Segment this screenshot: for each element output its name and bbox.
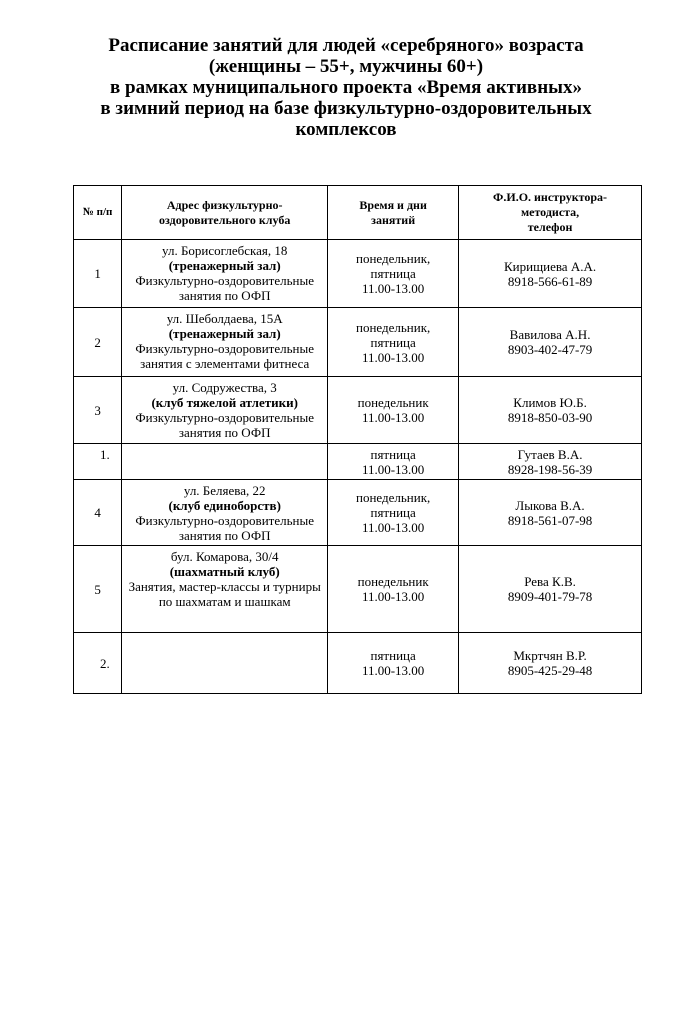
row-instructor: Гутаев В.А. 8928-198-56-39: [459, 444, 642, 480]
row-num: 1: [74, 240, 122, 308]
title-line: (женщины – 55+, мужчины 60+): [208, 56, 484, 77]
schedule-table: [73, 185, 642, 694]
row-instructor: Лыкова В.А. 8918-561-07-98: [459, 480, 642, 546]
row-instructor: Мкртчян В.Р. 8905-425-29-48: [459, 633, 642, 694]
row-address: [122, 633, 328, 694]
row-instructor: Климов Ю.Б. 8918-850-03-90: [459, 377, 642, 444]
row-address: ул. Борисоглебская, 18 (тренажерный зал) Физкультурно-оздоровительные занятия по ОФП: [122, 240, 328, 308]
row-schedule: понедельник, пятница 11.00-13.00: [328, 240, 459, 308]
header-address: Адрес физкультурно- оздоровительного клуба: [122, 186, 328, 240]
table-row: [74, 480, 642, 546]
title-line: комплексов: [295, 119, 397, 140]
row-schedule: понедельник 11.00-13.00: [328, 546, 459, 633]
row-instructor: Вавилова А.Н. 8903-402-47-79: [459, 308, 642, 377]
row-instructor: Кирищиева А.А. 8918-566-61-89: [459, 240, 642, 308]
row-address: ул. Беляева, 22 (клуб единоборств) Физкультурно-оздоровительные занятия по ОФП: [122, 480, 328, 546]
header-instructor: Ф.И.О. инструктора- методиста, телефон: [459, 186, 642, 240]
title-line: в зимний период на базе физкультурно-оздоровительных: [100, 98, 592, 119]
row-num: 5: [74, 546, 122, 633]
title-line: в рамках муниципального проекта «Время активных»: [110, 77, 582, 98]
header-num: № п/п: [74, 186, 122, 240]
row-schedule: понедельник 11.00-13.00: [328, 377, 459, 444]
row-address: [122, 444, 328, 480]
row-schedule: понедельник, пятница 11.00-13.00: [328, 308, 459, 377]
row-schedule: понедельник, пятница 11.00-13.00: [328, 480, 459, 546]
title-line: Расписание занятий для людей «серебряного» возраста: [108, 35, 584, 56]
row-instructor: Рева К.В. 8909-401-79-78: [459, 546, 642, 633]
row-num: 1.: [74, 444, 122, 480]
row-num: 2.: [74, 633, 122, 694]
table-row: [74, 377, 642, 444]
table-row: [74, 633, 642, 694]
row-schedule: пятница 11.00-13.00: [328, 633, 459, 694]
row-schedule: пятница 11.00-13.00: [328, 444, 459, 480]
table-row: [74, 308, 642, 377]
table-row: [74, 240, 642, 308]
row-address: ул. Шеболдаева, 15А (тренажерный зал) Физкультурно-оздоровительные занятия с элементами фитнеса: [122, 308, 328, 377]
header-time: Время и дни занятий: [328, 186, 459, 240]
table-row: [74, 444, 642, 480]
document-title: [40, 35, 652, 140]
row-num: 4: [74, 480, 122, 546]
table-row: [74, 546, 642, 633]
table-header-row: [74, 186, 642, 240]
row-num: 2: [74, 308, 122, 377]
row-address: ул. Содружества, 3 (клуб тяжелой атлетики) Физкультурно-оздоровительные занятия по ОФП: [122, 377, 328, 444]
row-address: бул. Комарова, 30/4 (шахматный клуб) Занятия, мастер-классы и турниры по шахматам и шашкам: [122, 546, 328, 633]
row-num: 3: [74, 377, 122, 444]
